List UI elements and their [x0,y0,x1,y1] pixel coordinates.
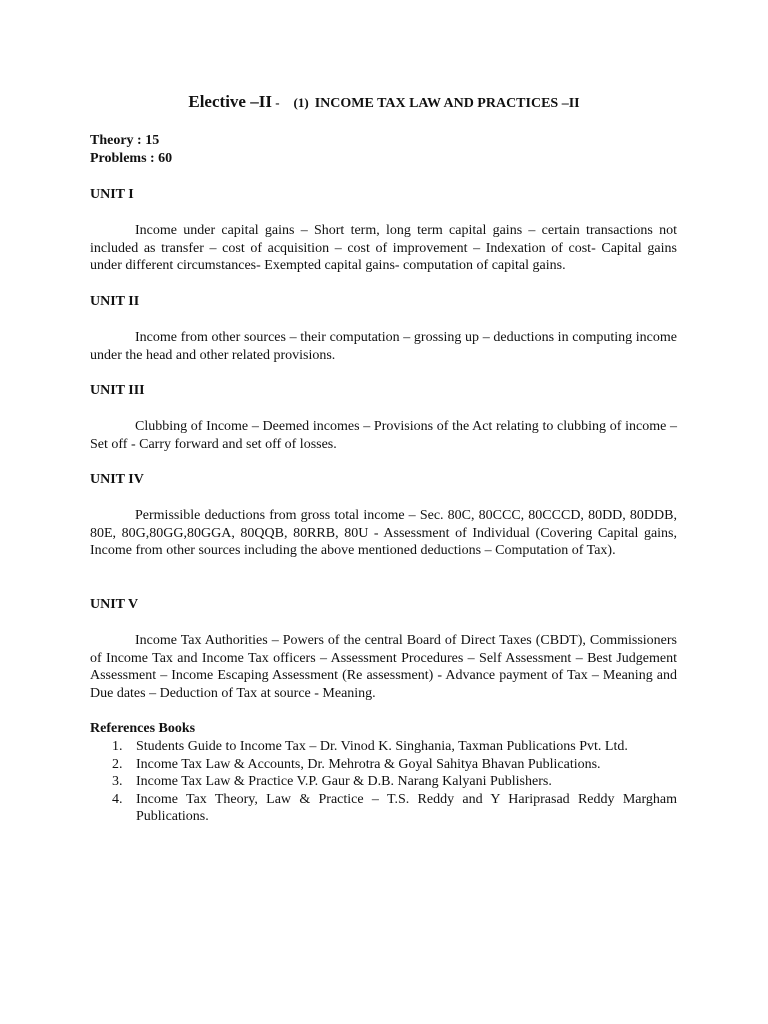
unit-3-heading: UNIT III [90,383,145,398]
unit-1-text: Income under capital gains – Short term, long term capital gains – certain transactions not included as transfer – cost of acquisition – cost of improvement – Indexation of cost- Capital gains under different circumstances- Exempted capital gains- computation of capital gains. [90,223,677,274]
title-course-code: (1) [293,95,309,110]
title-elective: Elective –II [188,92,272,111]
unit-3-text: Clubbing of Income – Deemed incomes – Provisions of the Act relating to clubbing of income – Set off - Carry forward and set off of losses. [90,419,677,452]
reference-number: 2. [112,756,123,772]
unit-2-text: Income from other sources – their computation – grossing up – deductions in computing income under the head and other related provisions. [90,330,677,363]
reference-item [90,773,677,791]
unit-1-heading: UNIT I [90,187,134,202]
references-heading: References Books [90,721,196,736]
reference-number: 3. [112,774,123,790]
reference-item [90,791,677,826]
reference-item [90,738,677,756]
unit-5-heading: UNIT V [90,597,139,612]
unit-2-heading: UNIT II [90,294,140,309]
reference-text: Income Tax Law & Accounts, Dr. Mehrotra & Goyal Sahitya Bhavan Publications. [136,756,601,772]
reference-text: Income Tax Law & Practice V.P. Gaur & D.B. Narang Kalyani Publishers. [136,774,552,790]
reference-item [90,756,677,774]
title-course-name: INCOME TAX LAW AND PRACTICES –II [314,96,580,111]
references-list [90,738,677,826]
reference-number: 4. [112,791,123,807]
unit-5-text: Income Tax Authorities – Powers of the central Board of Direct Taxes (CBDT), Commissioners of Income Tax and Income Tax officers – Assessment Procedures – Self Assessment – Best Judgement Assessment – Income Escaping Assessment (Re assessment) - Advance payment of Tax – Meaning and Due dates – Deduction of Tax at source - Meaning. [90,633,677,701]
theory-marks: Theory : 15 [90,133,160,148]
reference-text: Students Guide to Income Tax – Dr. Vinod K. Singhania, Taxman Publications Pvt. Ltd. [136,739,628,754]
unit-4-text: Permissible deductions from gross total income – Sec. 80C, 80CCC, 80CCCD, 80DD, 80DDB, 80E, 80G,80GG,80GGA, 80QQB, 80RRB, 80U - Assessment of Individual (Covering Capital gains, Income from other sources including the above mentioned deductions – Computation of Tax). [90,508,677,559]
reference-number: 1. [112,739,123,754]
problems-marks: Problems : 60 [90,151,173,166]
unit-4-heading: UNIT IV [90,472,144,487]
title-separator: - [271,95,280,110]
page-title [0,92,768,112]
reference-text: Income Tax Theory, Law & Practice – T.S. Reddy and Y Hariprasad Reddy Margham Publications. [136,791,677,825]
